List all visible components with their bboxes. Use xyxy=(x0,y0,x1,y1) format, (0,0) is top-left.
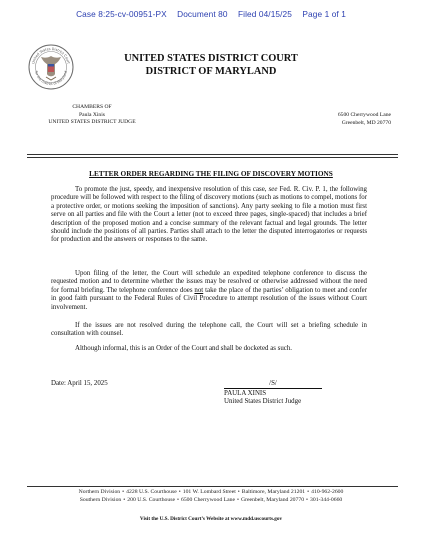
court-title: UNITED STATES DISTRICT COURT xyxy=(124,53,298,64)
svg-text:for the District of Maryland: for the District of Maryland xyxy=(34,70,68,87)
division-street: 101 W. Lombard Street xyxy=(182,489,236,495)
judge-title: UNITED STATES DISTRICT JUDGE xyxy=(48,119,136,126)
filed-date: Filed 04/15/25 xyxy=(237,9,292,19)
footer-divider xyxy=(27,486,398,487)
paragraph-emphasis: see xyxy=(268,186,278,193)
signer-name: PAULA XINIS xyxy=(224,390,267,397)
division-city: Greenbelt, Maryland 20770 xyxy=(241,497,305,503)
division-courthouse: 200 U.S. Courthouse xyxy=(127,497,175,503)
body-paragraph: Although informal, this is an Order of the Court and shall be docketed as such. xyxy=(75,345,293,352)
division-phone: 301-344-0660 xyxy=(310,497,343,503)
division-courthouse: 4228 U.S. Courthouse xyxy=(126,489,177,495)
paragraph-emphasis: not xyxy=(194,286,204,294)
division-city: Baltimore, Maryland 21201 xyxy=(241,489,306,495)
division-phone: 410-962-2600 xyxy=(311,489,344,495)
division-name: Northern Division xyxy=(78,489,121,495)
judge-name: Paula Xinis xyxy=(79,111,105,118)
case-header xyxy=(0,9,422,19)
paragraph-text: To promote the just, speedy, and inexpensive resolution of this case, xyxy=(75,186,269,193)
signature-block xyxy=(224,390,301,407)
chambers-label: CHAMBERS OF xyxy=(72,104,112,110)
court-district: DISTRICT OF MARYLAND xyxy=(145,66,277,77)
body-paragraph: If the issues are not resolved during the telephone call, the Court will set a briefing schedule in consultation with counsel. xyxy=(51,322,367,338)
signature-mark: /S/ xyxy=(224,380,322,389)
page-count: Page 1 of 1 xyxy=(302,9,346,19)
paragraph-text: Upon filing of the letter, the Court will schedule an expedited telephone conference to discuss the requested motion and to determine whether the issues may be resolved or otherwise addressed without the need for formal briefing. The telephone conference does xyxy=(51,270,367,294)
case-number: Case 8:25-cv-00951-PX xyxy=(76,9,167,19)
division-name: Southern Division xyxy=(79,497,122,503)
document-number: Document 80 xyxy=(177,9,228,19)
court-name xyxy=(0,52,422,78)
court-address xyxy=(338,112,391,127)
letter-subject: LETTER ORDER REGARDING THE FILING OF DISCOVERY MOTIONS xyxy=(89,169,333,178)
division-street: 6500 Cherrywood Lane xyxy=(180,497,236,503)
body-paragraph xyxy=(51,186,367,245)
footer-northern: Northern Division • 4228 U.S. Courthouse • 101 W. Lombard Street • Baltimore, Maryland 21201 • 410-962-2600 xyxy=(78,489,344,495)
city-address: Greenbelt, MD 20770 xyxy=(341,119,391,126)
order-date: Date: April 15, 2025 xyxy=(51,380,108,387)
website-notice: Visit the U.S. District Court’s Website at www.mdd.uscourts.gov xyxy=(139,516,283,522)
street-address: 6500 Cherrywood Lane xyxy=(337,112,391,118)
svg-text:United States District Court: United States District Court xyxy=(31,46,71,65)
footer-southern: Southern Division • 200 U.S. Courthouse • 6500 Cherrywood Lane • Greenbelt, Maryland 20770 • 301-344-0660 xyxy=(79,497,343,503)
paragraph-text: take the place of the parties’ obligation to meet and confer in good faith pursuant to the Federal Rules of Civil Procedure to attempt resolution of the issues without Court involvement. xyxy=(51,286,367,311)
header-divider xyxy=(27,154,398,155)
header-divider-secondary xyxy=(27,157,398,158)
signer-title: United States District Judge xyxy=(224,398,302,406)
chambers-block xyxy=(30,104,154,127)
body-paragraph xyxy=(51,270,367,312)
paragraph-text: Fed. R. Civ. P. 1, the following procedure will be followed with respect to the filing of discovery motions (such as motions to compel, motions for a protective order, or motions seeking the imposition of sanctions). Any party seeking to file a motion must first serve on all parties and file with the Court a letter (not to exceed three pages, single-spaced) that includes a brief description of the proposed motion and a concise summary of the relevant factual and legal grounds. The letter should include the positions of all parties. Parties shall attach to the letter the disputed interrogatories or requests for production and the answers or responses to the same. xyxy=(51,186,367,244)
